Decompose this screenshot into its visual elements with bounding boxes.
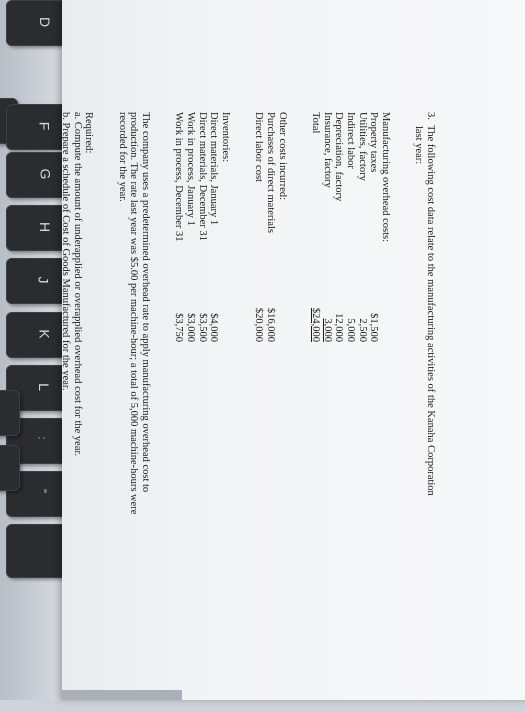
required-heading: Required: xyxy=(83,112,95,154)
key-pipe[interactable] xyxy=(0,390,20,436)
other-costs-heading: Other costs incurred: xyxy=(276,112,288,201)
paragraph-line: production. The rate last year was $5.00 per machine-hour; a total of 5,000 machine-hours were xyxy=(128,112,140,515)
key-backslash[interactable] xyxy=(0,445,20,491)
inventory-row: Work in process, January 1 $3,000 xyxy=(185,112,197,342)
inventory-row: Work in process, December 31 $3,750 xyxy=(173,112,185,342)
paragraph-line: The company uses a predetermined overhead rate to apply manufacturing overhead cost to xyxy=(139,112,151,493)
required-b: b. Prepare a schedule of Cost of Goods Manufactured for the year. xyxy=(59,112,71,391)
overhead-row: Property taxes $1,500 xyxy=(368,112,380,342)
key-colon[interactable]: : xyxy=(6,418,86,464)
key-h[interactable]: H xyxy=(6,205,86,251)
key-d[interactable]: D xyxy=(6,0,86,46)
key-g[interactable]: G xyxy=(6,152,86,198)
required-a: a. Compute the amount of underapplied or overapplied overhead cost for the year. xyxy=(71,112,83,457)
key-l[interactable]: L xyxy=(6,365,86,411)
overhead-row: Depreciation, factory 12,000 xyxy=(333,112,345,342)
overhead-heading: Manufacturing overhead costs: xyxy=(379,112,391,243)
inventories-heading: Inventories: xyxy=(219,112,231,163)
overhead-row: Insurance, factory 3,000 xyxy=(321,112,333,342)
document-text xyxy=(59,112,436,712)
key-k[interactable]: K xyxy=(6,312,86,358)
paragraph-line: recorded for the year. xyxy=(116,112,128,202)
inventory-row: Direct materials, December 31 $3,500 xyxy=(196,112,208,342)
key-j[interactable]: J xyxy=(6,258,86,304)
key-quote[interactable]: " xyxy=(6,471,86,517)
overhead-row: Indirect labor 5,000 xyxy=(345,112,357,342)
other-cost-row: Purchases of direct materials $16,000 xyxy=(265,112,277,342)
question-number: 3. xyxy=(425,112,436,120)
inventory-row: Direct materials, January 1 $4,000 xyxy=(208,112,220,342)
overhead-row: Utilities, factory 2,500 xyxy=(356,112,368,342)
key-f[interactable]: F xyxy=(6,104,86,150)
overhead-total-row: Total $24,000 xyxy=(310,112,322,342)
intro-line-2: last year: xyxy=(413,126,425,165)
intro-line-1: 3. The following cost data relate to the manufacturing activities of the Kanaha Corporation xyxy=(425,112,436,496)
other-cost-row: Direct labor cost $20,000 xyxy=(253,112,265,342)
